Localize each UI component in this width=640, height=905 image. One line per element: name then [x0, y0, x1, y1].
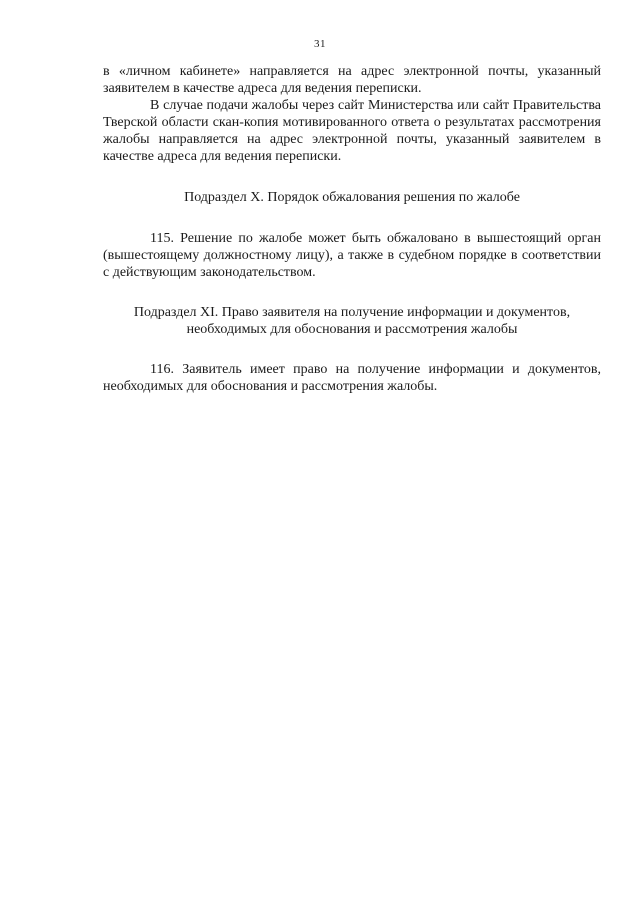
heading-subsection-xi — [103, 304, 601, 338]
document-body — [103, 63, 601, 395]
heading-subsection-x: Подраздел X. Порядок обжалования решения по жалобе — [184, 190, 520, 205]
paragraph-site-complaint: В случае подачи жалобы через сайт Министерства или сайт Правительства Тверской области скан-копия мотивированного ответа о результатах рассмотрения жалобы направляется на адрес электронной почты, указанный заявителем в качестве адреса для ведения переписки. — [103, 98, 601, 164]
paragraph-116: 116. Заявитель имеет право на получение информации и документов, необходимых для обоснования и рассмотрения жалобы. — [103, 362, 601, 394]
paragraph-continuation: в «личном кабинете» направляется на адрес электронной почты, указанный заявителем в качестве адреса для ведения переписки. — [103, 64, 601, 96]
heading-subsection-xi-line2: необходимых для обоснования и рассмотрения жалобы — [186, 322, 518, 337]
heading-subsection-xi-line1: Подраздел XI. Право заявителя на получение информации и документов, — [133, 305, 571, 320]
paragraph-115: 115. Решение по жалобе может быть обжаловано в вышестоящий орган (вышестоящему должностному лицу), а также в судебном порядке в соответствии с действующим законодательством. — [103, 231, 601, 280]
page-number: 31 — [314, 38, 326, 50]
